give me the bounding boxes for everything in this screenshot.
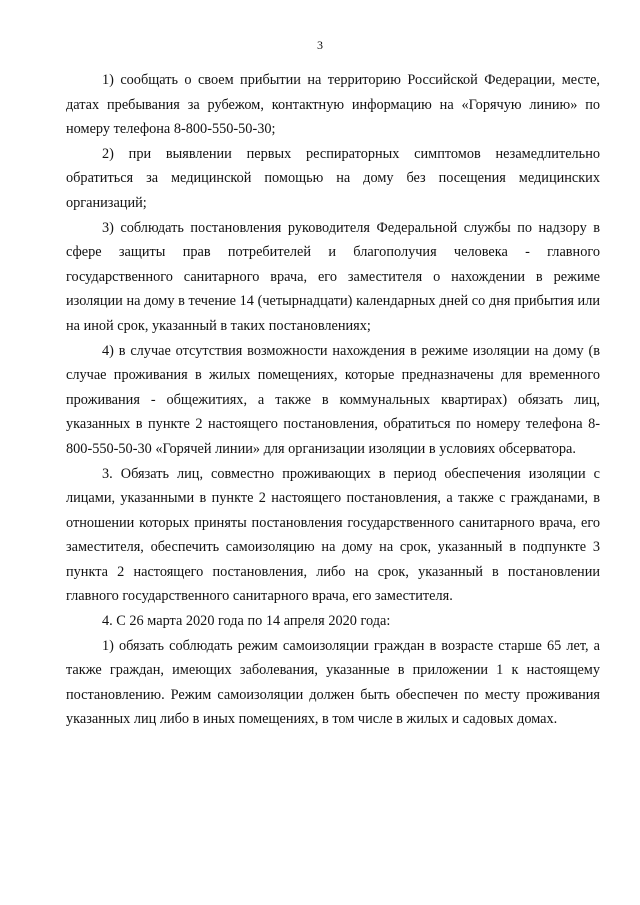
page-number: 3 <box>317 38 323 52</box>
paragraph-clause-3-cohabitants: 3. Обязать лиц, совместно проживающих в период обеспечения изоляции с лицами, указанными в пункте 2 настоящего постановления, а также с гражданами, в отношении которых приняты постановления государственного санитарного врача, его заместителя, обеспечить самоизоляцию на дому на срок, указанный в подпункте 3 пункта 2 настоящего постановления, либо на срок, указанный в постановлении главного государственного санитарного врача, его заместителя. <box>66 465 600 605</box>
paragraph-clause-4-item-1-elderly-self-isolation: 1) обязать соблюдать режим самоизоляции граждан в возрасте старше 65 лет, а также граждан, имеющих заболевания, указанные в приложении 1 к настоящему постановлению. Режим самоизоляции должен быть обеспечен по месту проживания указанных лиц либо в иных помещениях, в том числе в жилых и садовых домах. <box>66 637 600 728</box>
paragraph-item-2-seek-medical-help: 2) при выявлении первых респираторных симптомов незамедлительно обратиться за медицинской помощью на дому без посещения медицинских организаций; <box>66 145 600 211</box>
paragraph-item-1-notify-arrival: 1) сообщать о своем прибытии на территорию Российской Федерации, месте, датах пребывания за рубежом, контактную информацию на «Горячую линию» по номеру телефона 8-800-550-50-30; <box>66 72 600 138</box>
paragraph-item-3-comply-resolutions: 3) соблюдать постановления руководителя Федеральной службы по надзору в сфере защиты прав потребителей и благополучия человека - главного государственного санитарного врача, его заместителя о нахождении в режиме изоляции на дому в течение 14 (четырнадцати) календарных дней со дня прибытия или на иной срок, указанный в таких постановлениях; <box>66 219 600 334</box>
paragraph-item-4-observation-isolation: 4) в случае отсутствия возможности нахождения в режиме изоляции на дому (в случае проживания в жилых помещениях, которые предназначены для временного проживания - общежитиях, а также в коммунальных квартирах) обязать лиц, указанных в пункте 2 настоящего постановления, обратиться по номеру телефона 8-800-550-50-30 «Горячей линии» для организации изоляции в условиях обсерватора. <box>66 342 600 457</box>
document-body <box>66 68 600 732</box>
paragraph-clause-4-date-range: 4. С 26 марта 2020 года по 14 апреля 2020 года: <box>102 613 391 630</box>
